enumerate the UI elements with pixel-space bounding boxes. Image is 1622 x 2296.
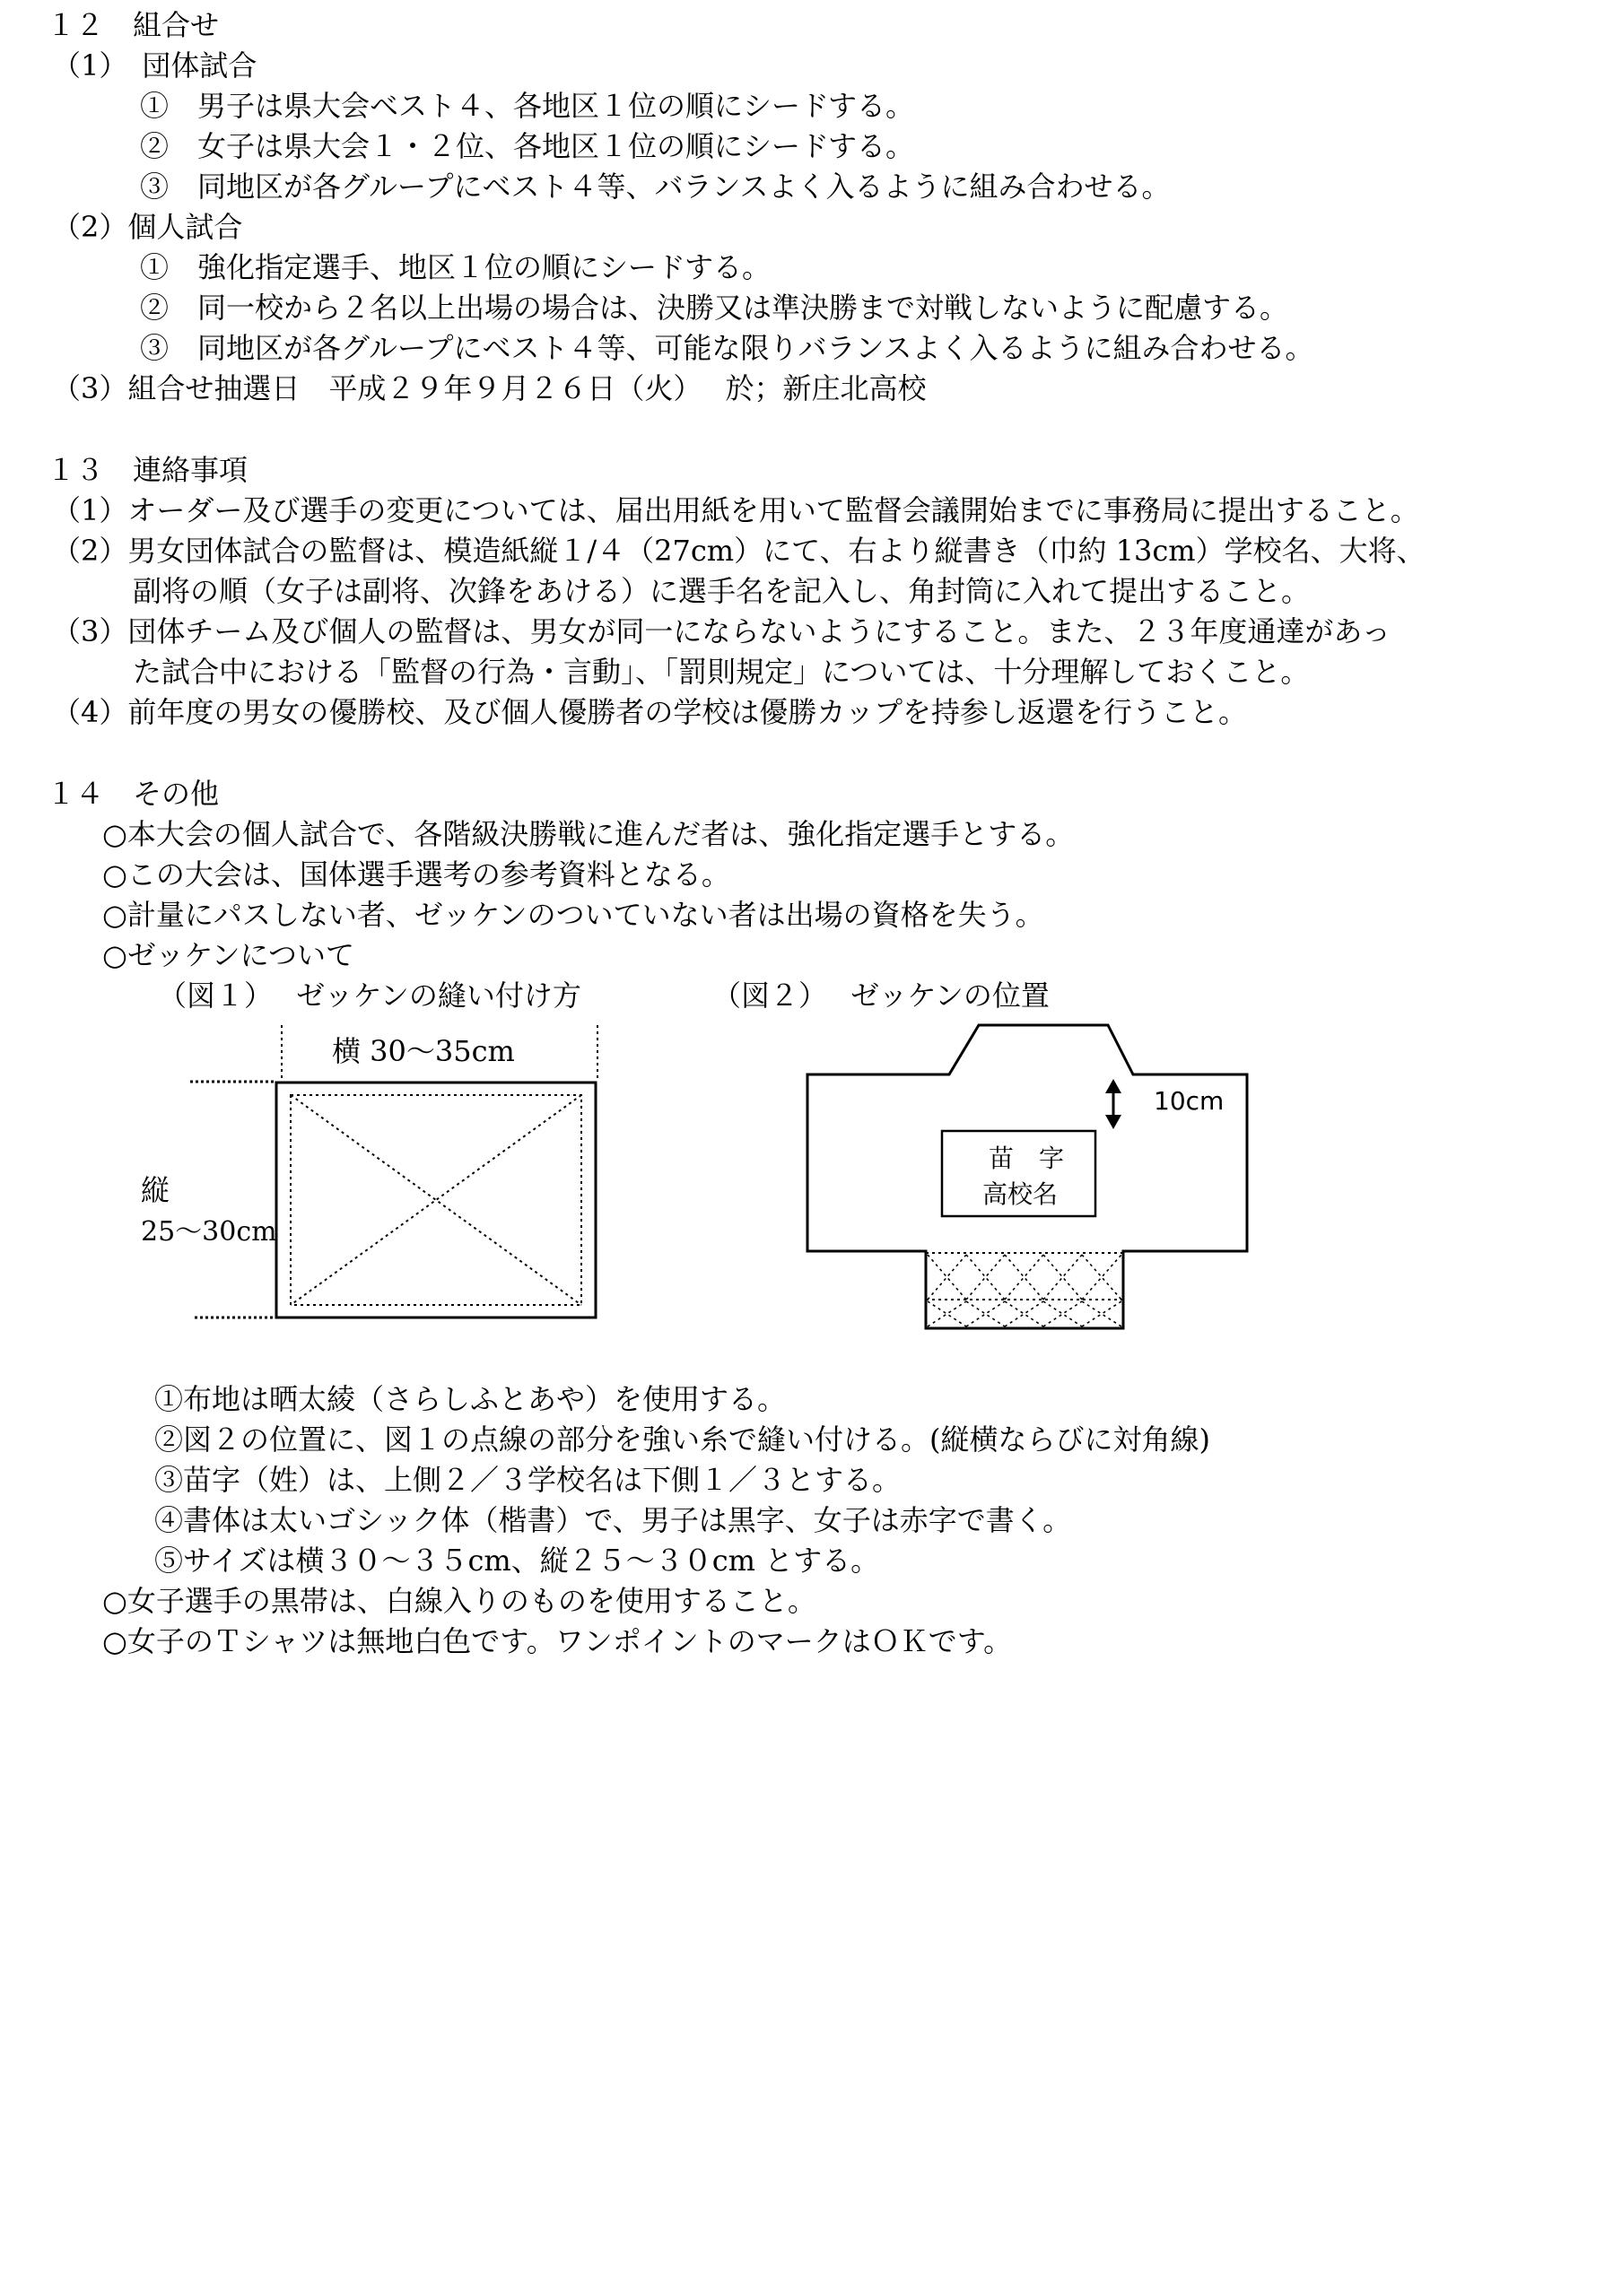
belt-hatching <box>928 1255 1121 1326</box>
section-13-heading: １３ 連絡事項 <box>47 453 249 487</box>
figure-2-position-diagram <box>807 1025 1247 1328</box>
other-bullet-3: ○計量にパスしない者、ゼッケンのついていない者は出場の資格を失う。 <box>102 898 1044 932</box>
distance-label: 10cm <box>1154 1086 1225 1116</box>
height-label-1: 縦 <box>141 1173 170 1207</box>
school-label: 高校名 <box>982 1179 1059 1209</box>
other-bullet-1: ○本大会の個人試合で、各階級決勝戦に進んだ者は、強化指定選手とする。 <box>102 817 1075 851</box>
contact-item-3-cont: た試合中における「監督の行為・言動」、「罰則規定」については、十分理解しておくこと。 <box>133 655 1310 689</box>
height-label-2: 25～30cm <box>141 1216 277 1248</box>
name-label: 苗 字 <box>989 1144 1065 1173</box>
figure-1-sewing-diagram <box>141 1025 597 1318</box>
section-14-heading: １４ その他 <box>47 777 220 811</box>
individual-match-title: （2）個人試合 <box>52 210 243 244</box>
other-bullet-5: ○女子選手の黒帯は、白線入りのものを使用すること。 <box>102 1584 816 1618</box>
draw-date-line: （3）組合せ抽選日 平成２９年９月２６日（火） 於；新庄北高校 <box>52 371 927 405</box>
team-item-1: ① 男子は県大会ベスト４、各地区１位の順にシードする。 <box>140 89 915 123</box>
judogi-outline <box>807 1025 1247 1328</box>
note-4: ④書体は太いゴシック体（楷書）で、男子は黒字、女子は赤字で書く。 <box>154 1503 1072 1537</box>
figure-1-caption: （図１） ゼッケンの縫い付け方 <box>158 978 581 1013</box>
contact-item-2-cont: 副将の順（女子は副将、次鋒をあける）に選手名を記入し、角封筒に入れて提出すること。 <box>133 574 1311 608</box>
team-match-title: （1） 団体試合 <box>52 48 257 83</box>
zekken-cloth-outline <box>276 1083 596 1318</box>
contact-item-3: （3）団体チーム及び個人の監督は、男女が同一にならないようにすること。また、２３年度通達があっ <box>52 614 1391 648</box>
other-bullet-4: ○ゼッケンについて <box>102 938 355 972</box>
figures <box>47 1016 1590 1379</box>
note-2: ②図２の位置に、図１の点線の部分を強い糸で縫い付ける。(縦横ならびに対角線) <box>154 1422 1210 1457</box>
contact-item-2: （2）男女団体試合の監督は、模造紙縦１/４（27cm）にて、右より縦書き（巾約 13cm）学校名、大将、 <box>52 534 1426 568</box>
zekken-figures <box>47 1016 1392 1379</box>
figure-2-caption: （図２） ゼッケンの位置 <box>712 978 1050 1013</box>
note-3: ③苗字（姓）は、上側２／３学校名は下側１／３とする。 <box>154 1463 902 1497</box>
section-12-heading: １２ 組合せ <box>47 8 220 42</box>
individual-item-1: ① 強化指定選手、地区１位の順にシードする。 <box>140 250 772 284</box>
contact-item-4: （4）前年度の男女の優勝校、及び個人優勝者の学校は優勝カップを持参し返還を行うこと。 <box>52 695 1248 729</box>
individual-item-2: ② 同一校から２名以上出場の場合は、決勝又は準決勝まで対戦しないように配慮する。 <box>140 291 1289 325</box>
contact-item-1: （1）オーダー及び選手の変更については、届出用紙を用いて監督会議開始までに事務局に提出すること。 <box>52 493 1419 527</box>
figure-captions <box>47 976 1590 1016</box>
individual-item-3: ③ 同地区が各グループにベスト４等、可能な限りバランスよく入るように組み合わせる。 <box>140 331 1314 365</box>
note-1: ①布地は晒太綾（さらしふとあや）を使用する。 <box>154 1382 787 1416</box>
team-item-3: ③ 同地区が各グループにベスト４等、バランスよく入るように組み合わせる。 <box>140 170 1171 204</box>
document <box>47 5 1590 1662</box>
width-label: 横 30～35cm <box>332 1034 515 1068</box>
team-item-2: ② 女子は県大会１・２位、各地区１位の順にシードする。 <box>140 129 915 163</box>
other-bullet-2: ○この大会は、国体選手選考の参考資料となる。 <box>102 857 730 891</box>
other-bullet-6: ○女子のＴシャツは無地白色です。ワンポイントのマークはＯＫです。 <box>102 1624 1013 1658</box>
sewing-line <box>291 1095 581 1305</box>
note-5: ⑤サイズは横３０～３５cm、縦２５～３０cm とする。 <box>154 1544 880 1578</box>
